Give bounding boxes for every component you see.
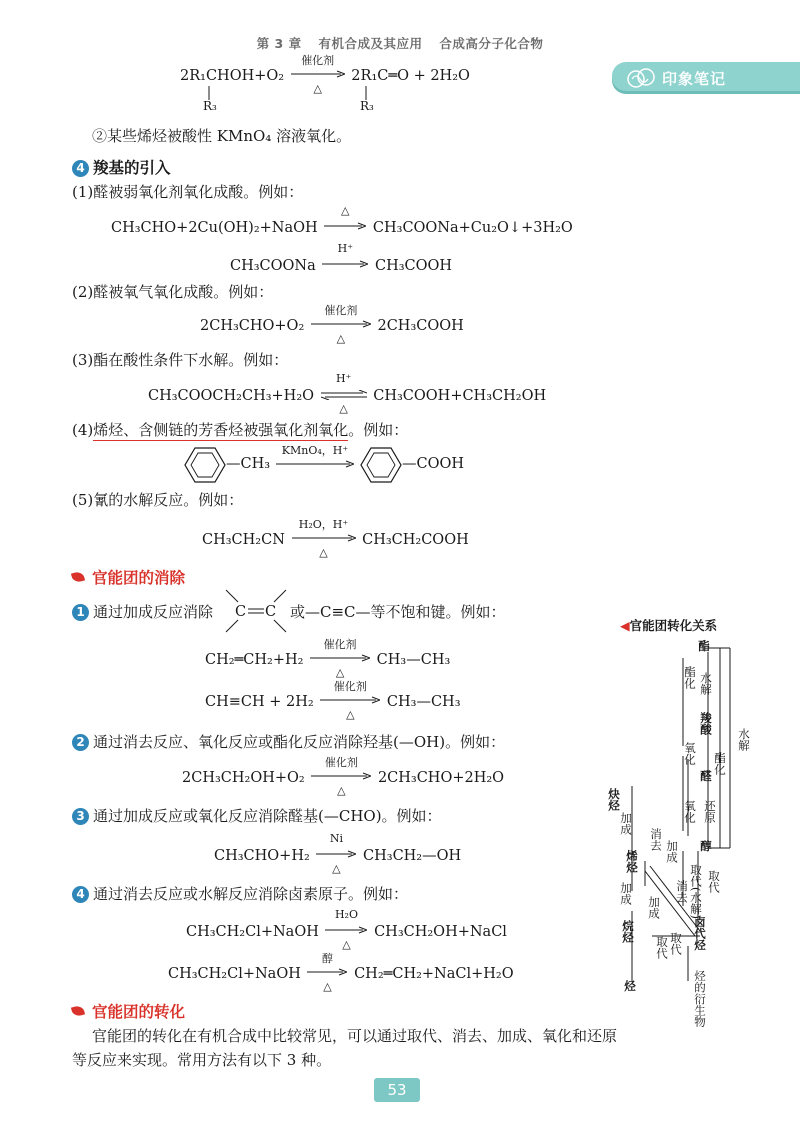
running-header: [0, 34, 800, 52]
equation-alcohol-oxidation: [180, 54, 470, 95]
equation-left: CH₃COONa: [230, 258, 316, 274]
equation-left: 2R₁CHOH+O₂: [180, 68, 285, 84]
heat-symbol: △: [332, 862, 341, 875]
item-text: 通过消去反应或水解反应消除卤素原子。例如：: [93, 885, 409, 903]
equation-left: CH₃CH₂CN: [202, 532, 285, 548]
paragraph-4: [72, 420, 408, 440]
equation-left: 2CH₃CH₂OH+O₂: [182, 770, 305, 786]
equation-right: CH₃CH₂—OH: [363, 848, 462, 864]
section-removal-heading: [72, 566, 185, 588]
edge-hydrolysis: 水解: [699, 672, 713, 695]
item-alkene-oxidation: ②某些烯烃被酸性 KMnO₄ 溶液氧化。: [92, 127, 352, 145]
edge-addition-1: 加成: [619, 812, 633, 835]
item-number-badge: 1: [72, 604, 89, 621]
heat-symbol: △: [336, 332, 346, 345]
equation-right: CH₃COOH+CH₃CH₂OH: [373, 388, 547, 404]
leaf-icon: [71, 571, 85, 584]
equation-2: [200, 304, 464, 345]
reaction-arrow: [322, 242, 368, 276]
atom-c-left: C: [235, 604, 247, 620]
item-number-badge: 2: [72, 734, 89, 751]
equation-removal-2: [182, 756, 505, 797]
arrow-condition: 催化剂: [301, 54, 335, 67]
removal-item-3: [72, 806, 442, 826]
side-diagram-title: [620, 616, 717, 634]
item-text: 通过消去反应、氧化反应或酯化反应消除羟基(—OH)。例如：: [93, 733, 506, 751]
node-alkyne: 炔烃: [607, 788, 621, 811]
edge-oxidation-top: 氧化: [683, 742, 697, 765]
node-haloalkane: 卤代烃: [693, 916, 707, 951]
node-alkene: 烯烃: [625, 850, 639, 873]
node-ester: 酯: [697, 640, 711, 652]
arrow-condition: 醇: [321, 952, 333, 965]
reaction-arrow: [316, 832, 356, 875]
reaction-arrow: [291, 54, 345, 95]
bond-line: [365, 86, 367, 100]
removal-item-4: [72, 884, 408, 904]
arrow-condition: Ni: [329, 832, 343, 845]
heat-symbol: △: [342, 938, 351, 951]
equation-removal-1b: [205, 680, 461, 721]
node-alkane: 烷烃: [621, 920, 635, 943]
equation-left: CH₂═CH₂+H₂: [205, 652, 304, 668]
heat-symbol: △: [339, 402, 348, 415]
reaction-arrow: [320, 680, 380, 721]
reaction-arrow: [324, 204, 366, 238]
benzene-ring-icon: [184, 446, 226, 484]
equation-left: CH₃CHO+H₂: [214, 848, 310, 864]
paragraph-4-tail: 。例如：: [348, 421, 409, 439]
leaf-icon: [71, 1005, 85, 1018]
heat-symbol: △: [346, 708, 355, 721]
edge-esterification-2: 酯化: [713, 752, 727, 775]
node-derivative: 烃的衍生物: [693, 970, 707, 1028]
node-alcohol: 醇: [699, 840, 713, 852]
benzoic-acid-substituent: —COOH: [402, 456, 465, 472]
equation-left: 2CH₃CHO+O₂: [200, 318, 305, 334]
equation-right: CH₃—CH₃: [386, 694, 461, 710]
reaction-arrow: [276, 444, 354, 476]
heat-symbol: △: [341, 204, 350, 217]
edge-oxidation-mid: 氧化: [683, 800, 697, 823]
substituent-r3-left: R₃: [203, 99, 217, 113]
reaction-arrow: [311, 756, 371, 797]
paragraph-3: (3)酯在酸性条件下水解。例如：: [72, 351, 289, 369]
conversion-diagram-lines: [600, 636, 780, 1036]
equation-4-arrow: [274, 444, 356, 476]
reaction-arrow: [307, 952, 347, 993]
arrow-condition: H₂O: [334, 908, 358, 921]
arrow-condition: KMnO₄，H⁺: [281, 444, 349, 457]
substituent-r3-right: R₃: [360, 99, 374, 113]
section-title: 官能团的消除: [92, 569, 186, 587]
paragraph-5: (5)氰的水解反应。例如：: [72, 491, 244, 509]
triangle-icon: ◀: [620, 618, 630, 633]
equation-right: CH₃COONa+Cu₂O↓+3H₂O: [372, 220, 573, 236]
arrow-condition: 催化剂: [324, 304, 358, 317]
section-title: 官能团的转化: [92, 1003, 186, 1021]
arrow-condition: 催化剂: [324, 756, 358, 769]
benzene-ring-icon: [360, 446, 402, 484]
conversion-paragraph-line1: 官能团的转化在有机合成中比较常见，可以通过取代、消去、加成、氧化和还原: [92, 1027, 618, 1045]
equation-3: [148, 372, 547, 415]
section-title: 羧基的引入: [93, 159, 171, 177]
heat-symbol: △: [337, 784, 346, 797]
heat-symbol: △: [313, 82, 322, 95]
section-conversion-heading: [72, 1000, 185, 1022]
equation-removal-4a: [186, 908, 507, 951]
equation-1a: [111, 204, 573, 238]
notes-logo-icon: [626, 67, 656, 89]
removal-item-2: [72, 732, 505, 752]
edge-elimination-2: 消去: [675, 880, 689, 903]
arrow-condition: 催化剂: [323, 638, 357, 651]
side-title-text: 官能团转化关系: [629, 618, 718, 633]
item-text: 通过加成反应消除: [93, 603, 214, 621]
chapter-title: 有机合成及其应用: [318, 36, 423, 51]
arrow-condition: H⁺: [337, 242, 354, 255]
paragraph-4-highlight: 烯烃、含侧链的芳香烃被强氧化剂氧化: [93, 421, 349, 439]
node-aldehyde: 醛: [699, 770, 713, 782]
reaction-arrow: [325, 908, 367, 951]
edge-hydrolysis-2: 水解: [737, 728, 751, 751]
equation-left: CH₃CH₂Cl+NaOH: [186, 924, 319, 940]
edge-substitution-1: 取代: [707, 870, 721, 893]
equation-left: CH₃CHO+2Cu(OH)₂+NaOH: [111, 220, 318, 236]
equation-right: 2CH₃CHO+2H₂O: [377, 770, 505, 786]
equation-removal-1a: [205, 638, 451, 679]
equation-1b: [230, 242, 453, 276]
chapter-number: 第 3 章: [256, 36, 302, 51]
heat-symbol: △: [335, 666, 345, 679]
double-bond-structure: [224, 588, 288, 634]
edge-addition-2: 加成: [665, 840, 679, 863]
notes-tab-label: 印象笔记: [662, 70, 727, 88]
edge-substitution-2: 取代: [655, 936, 669, 959]
item-number-badge: 4: [72, 886, 89, 903]
reaction-arrow: [292, 518, 356, 559]
section-carboxyl-intro: [72, 156, 171, 178]
equation-right: 2R₁C═O + 2H₂O: [351, 68, 470, 84]
arrow-condition: 催化剂: [333, 680, 367, 693]
paragraph-4-number: (4): [72, 421, 94, 439]
equation-removal-4b: [168, 952, 514, 993]
equation-right: CH₂═CH₂+NaCl+H₂O: [354, 966, 514, 982]
heat-symbol: △: [323, 980, 332, 993]
edge-esterification: 酯化: [683, 666, 697, 689]
arrow-condition: H₂O，H⁺: [298, 518, 349, 531]
equation-5: [202, 518, 469, 559]
notes-tab[interactable]: [612, 62, 800, 94]
edge-addition-3: 加成: [619, 882, 633, 905]
edge-elimination: 消去: [649, 828, 663, 851]
removal-item-1-tail: 或—C≡C—等不饱和键。例如：: [290, 603, 506, 621]
reaction-arrow: [310, 638, 370, 679]
heat-symbol: △: [319, 546, 328, 559]
conversion-paragraph-line2: 等反应来实现。常用方法有以下 3 种。: [72, 1051, 332, 1069]
equation-right: CH₃COOH: [374, 258, 453, 274]
bond-line: [208, 86, 210, 100]
edge-substitution-3: 取代: [669, 932, 683, 955]
removal-item-1: [72, 602, 213, 622]
chapter-subtitle: 合成高分子化合物: [439, 36, 544, 51]
toluene-substituent: —CH₃: [226, 456, 271, 472]
reaction-arrow: [311, 304, 371, 345]
arrow-condition: H⁺: [335, 372, 352, 385]
edge-addition-4: 加成: [647, 896, 661, 919]
equation-right: CH₃CH₂COOH: [362, 532, 469, 548]
item-number-badge: 3: [72, 808, 89, 825]
paragraph-2: (2)醛被氧气氧化成酸。例如：: [72, 283, 274, 301]
page-number: 53: [374, 1078, 420, 1102]
atom-c-right: C: [265, 604, 277, 620]
node-hydrocarbon: 烃: [623, 980, 637, 992]
section-number-badge: 4: [72, 160, 89, 177]
equation-left: CH₃CH₂Cl+NaOH: [168, 966, 301, 982]
equation-removal-3: [214, 832, 462, 875]
paragraph-1: (1)醛被弱氧化剂氧化成酸。例如：: [72, 183, 304, 201]
item-text: 通过加成反应或氧化反应消除醛基(—CHO)。例如：: [93, 807, 442, 825]
equation-right: CH₃CH₂OH+NaCl: [374, 924, 507, 940]
equation-left: CH₃COOCH₂CH₃+H₂O: [148, 388, 315, 404]
edge-reduction: 还原: [703, 800, 717, 823]
equation-right: CH₃—CH₃: [376, 652, 451, 668]
edge-substitution-hydrolysis: 取代(水解): [689, 864, 703, 919]
node-carboxylic-acid: 羧酸: [699, 712, 713, 735]
equation-right: 2CH₃COOH: [377, 318, 464, 334]
reversible-arrow: [321, 372, 367, 415]
equation-left: CH≡CH + 2H₂: [205, 694, 314, 710]
